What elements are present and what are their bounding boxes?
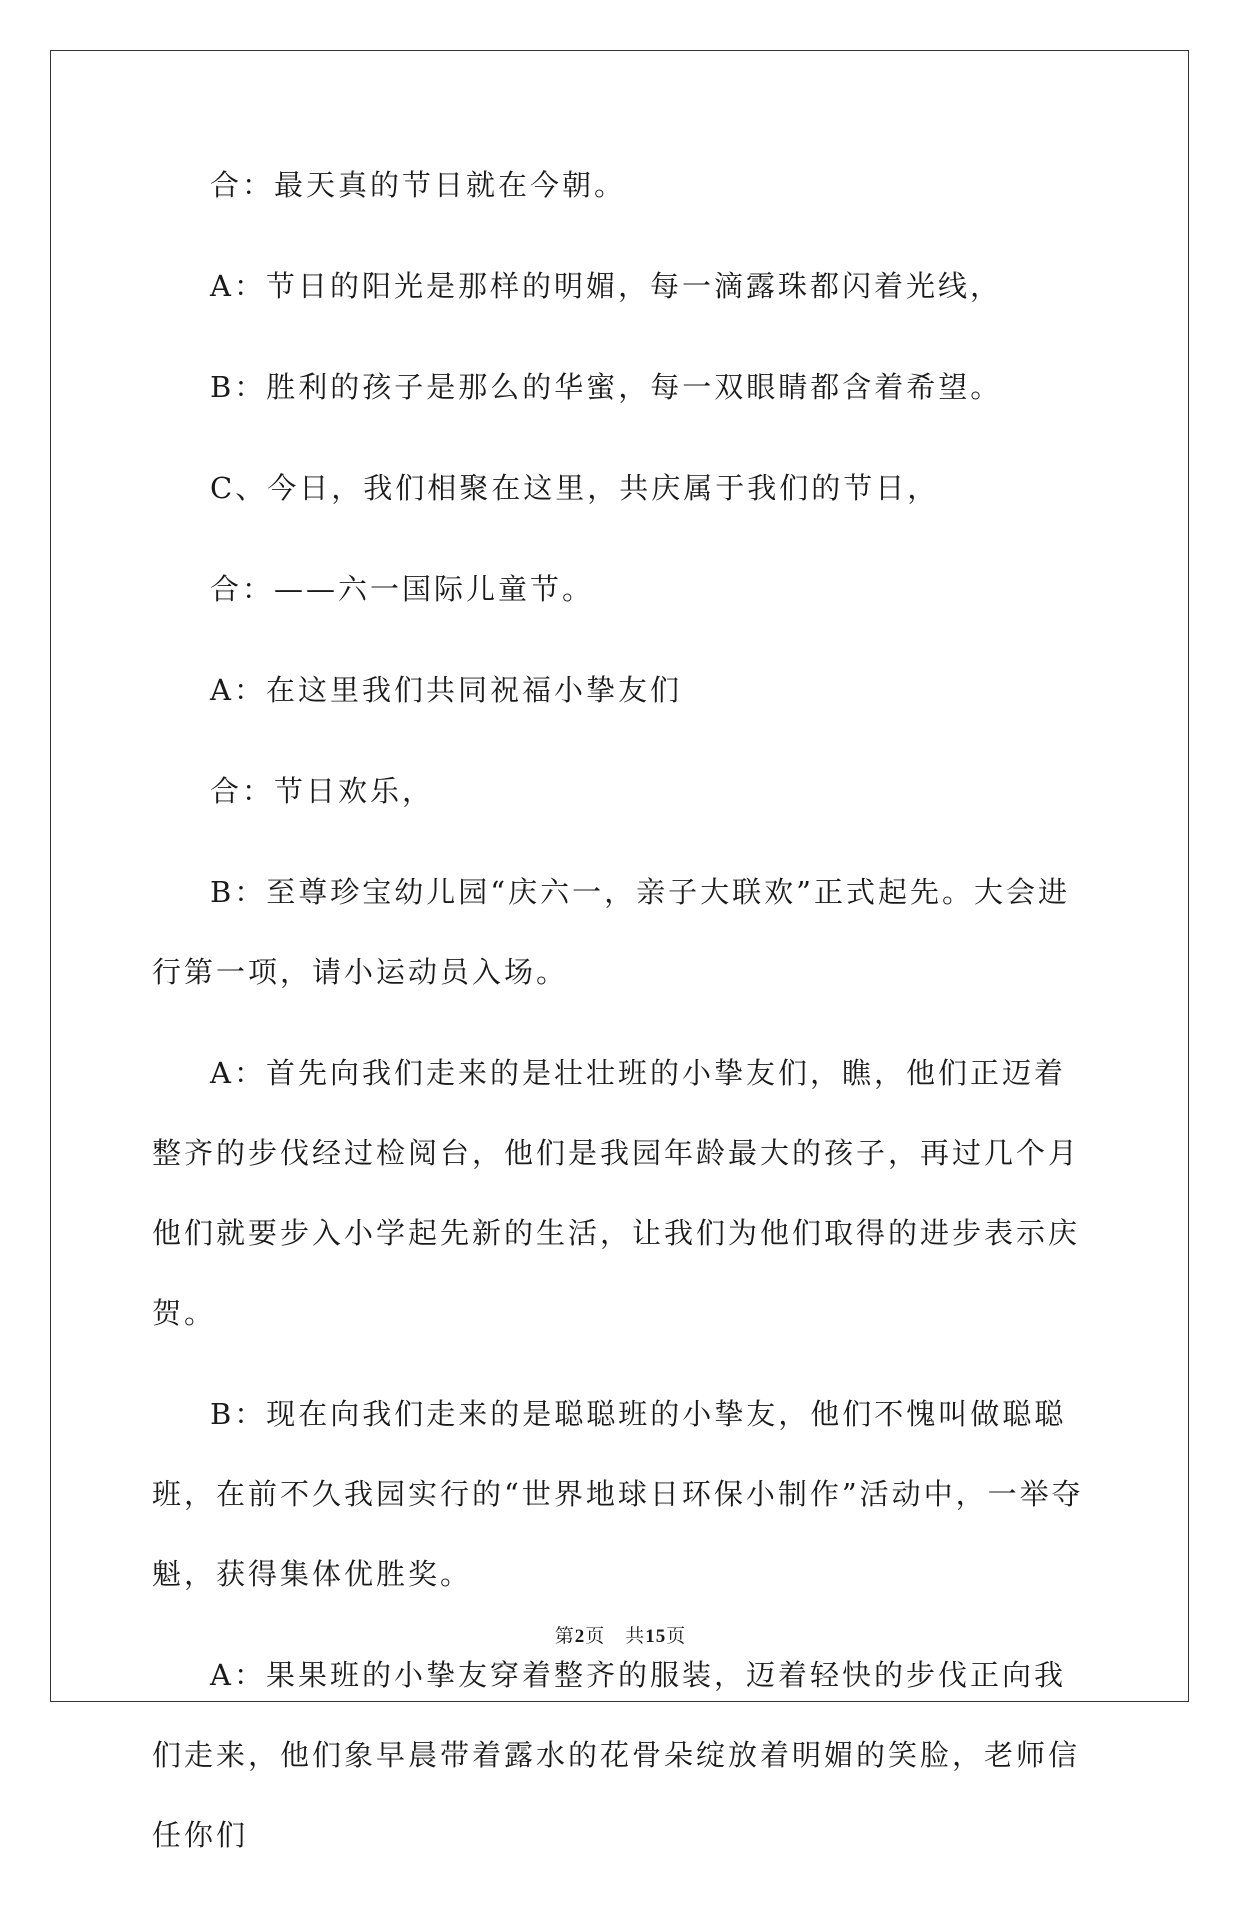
paragraph: 合：最天真的节日就在今朝。 xyxy=(210,168,627,202)
page-suffix: 页 xyxy=(585,1625,606,1647)
paragraph: B：胜利的孩子是那么的华蜜，每一双眼睛都含着希望。 xyxy=(210,370,1003,404)
paragraph: B：至尊珍宝幼儿园“庆六一，亲子大联欢”正式起先。大会进行第一项，请小运动员入场。 xyxy=(152,875,1070,989)
paragraph: B：现在向我们走来的是聪聪班的小挚友，他们不愧叫做聪聪班，在前不久我园实行的“世界地球日环保小制作”活动中，一举夺魁，获得集体优胜奖。 xyxy=(152,1397,1084,1591)
paragraph: A：果果班的小挚友穿着整齐的服装，迈着轻快的步伐正向我们走来，他们象早晨带着露水的花骨朵绽放着明媚的笑脸，老师信任你们 xyxy=(152,1658,1081,1852)
total-page-number: 15 xyxy=(645,1626,667,1647)
page-footer xyxy=(0,1621,1241,1648)
document-body xyxy=(152,165,1092,1916)
paragraph: A：首先向我们走来的是壮壮班的小挚友们，瞧，他们正迈着整齐的步伐经过检阅台，他们是我园年龄最大的孩子，再过几个月他们就要步入小学起先新的生活，让我们为他们取得的进步表示庆贺。 xyxy=(152,1056,1081,1330)
total-suffix: 页 xyxy=(666,1625,687,1647)
paragraph: A：在这里我们共同祝福小挚友们 xyxy=(210,673,682,707)
paragraph: 合：节日欢乐， xyxy=(210,774,435,808)
current-page-number: 2 xyxy=(574,1626,586,1647)
paragraph: C、今日，我们相聚在这里，共庆属于我们的节日， xyxy=(210,471,940,505)
paragraph: 合：——六一国际儿童节。 xyxy=(210,572,595,606)
paragraph: A：节日的阳光是那样的明媚，每一滴露珠都闪着光线， xyxy=(210,269,1002,303)
total-prefix: 共 xyxy=(625,1625,646,1647)
page-prefix: 第 xyxy=(554,1625,575,1647)
